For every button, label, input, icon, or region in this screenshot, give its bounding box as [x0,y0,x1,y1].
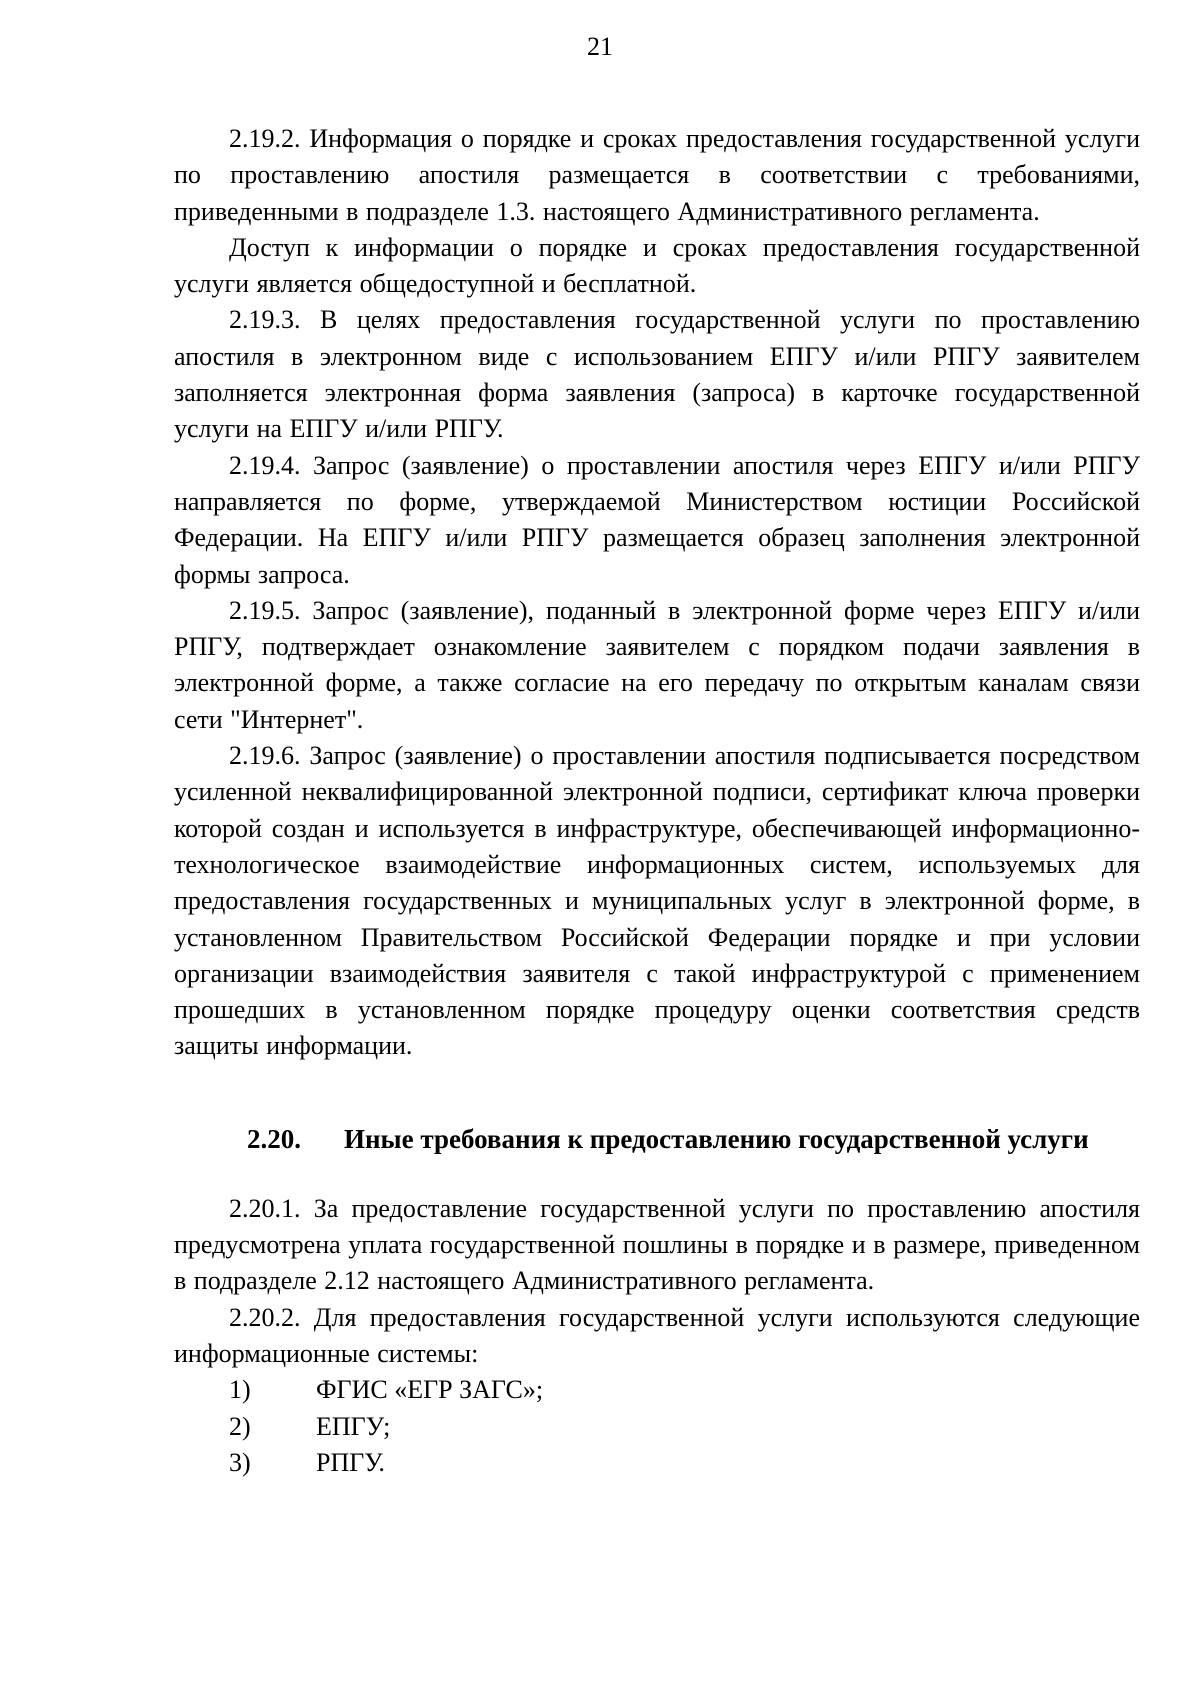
paragraph-2-19-2: 2.19.2. Информация о порядке и сроках предоставления государственной услуги по проставлению апостиля размещается в соответствии с требованиями, приведенными в подразделе 1.3. настоящего Административного регламента. [174,124,1140,226]
paragraph-2-19-3: 2.19.3. В целях предоставления государственной услуги по проставлению апостиля в электронном виде с использованием ЕПГУ и/или РПГУ заявителем заполняется электронная форма заявления (запроса) в карточке государственной услуги на ЕПГУ и/или РПГУ. [174,305,1140,444]
page-content [174,121,1140,1481]
section-heading [174,1120,1140,1158]
paragraph-2-19-5: 2.19.5. Запрос (заявление), поданный в электронной форме через ЕПГУ и/или РПГУ, подтверждает ознакомление заявителем с порядком подачи заявления в электронной форме, а также согласие на его передачу по открытым каналам связи сети "Интернет". [174,595,1140,734]
paragraph-2-19-4: 2.19.4. Запрос (заявление) о проставлении апостиля через ЕПГУ и/или РПГУ направляется по форме, утверждаемой Министерством юстиции Российской Федерации. На ЕПГУ и/или РПГУ размещается образец заполнения электронной формы запроса. [174,450,1140,589]
list-item [174,1409,1140,1445]
list-item-number: 1) [229,1375,251,1405]
list-item [174,1445,1140,1481]
list-item-text: ФГИС «ЕГР ЗАГС»; [316,1375,544,1405]
section-title: Иные требования к предоставлению государственной услуги [344,1123,1089,1154]
list-item [174,1372,1140,1408]
paragraph-access-info: Доступ к информации о порядке и сроках предоставления государственной услуги является общедоступной и бесплатной. [174,232,1140,299]
section-number: 2.20. [247,1123,301,1154]
paragraph-2-20-1: 2.20.1. За предоставление государственной услуги по проставлению апостиля предусмотрена уплата государственной пошлины в порядке и в размере, приведенном в подразделе 2.12 настоящего Административного регламента. [174,1193,1140,1296]
list-item-text: ЕПГУ; [316,1411,391,1441]
page-number: 21 [587,32,613,61]
list-item-number: 2) [229,1411,251,1441]
list-item-number: 3) [229,1447,251,1477]
paragraph-2-19-6: 2.19.6. Запрос (заявление) о проставлении апостиля подписывается посредством усиленной неквалифицированной электронной подписи, сертификат ключа проверки которой создан и используется в инфраструктуре, обеспечивающей информационно-технологическое взаимодействие информационных систем, используемых для предоставления государственных и муниципальных услуг в электронной форме, в установленном Правительством Российской Федерации порядке и при условии организации взаимодействия заявителя с такой инфраструктурой с применением прошедших в установленном порядке процедуру оценки соответствия средств защиты информации. [174,741,1140,1061]
list-item-text: РПГУ. [316,1447,385,1477]
paragraph-2-20-2: 2.20.2. Для предоставления государственной услуги используются следующие информационные системы: [174,1302,1140,1368]
